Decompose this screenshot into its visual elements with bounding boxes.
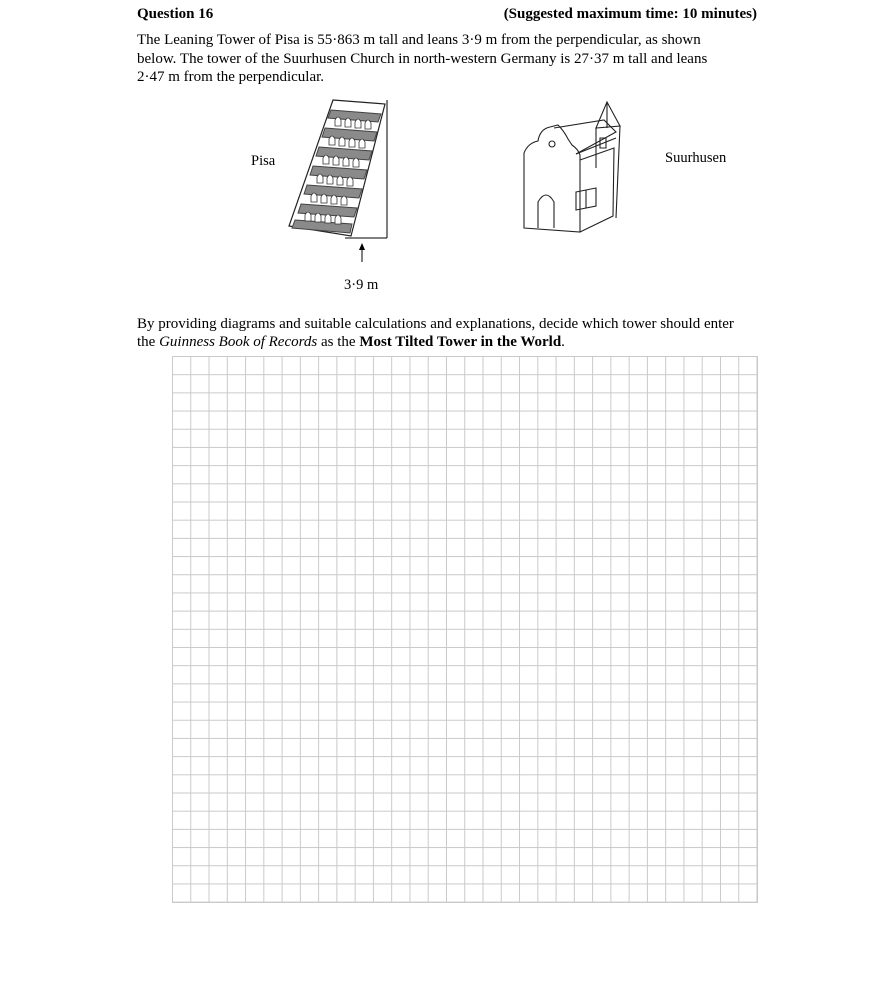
question-number: Question 16: [137, 6, 214, 22]
instructions-pre: the: [137, 334, 160, 350]
most-tilted-phrase: Most Tilted Tower in the World: [359, 334, 562, 350]
pisa-tower-illustration: [285, 92, 395, 264]
intro-line-1: The Leaning Tower of Pisa is 55·863 m tall and leans 3·9 m from the perpendicular, as shown: [137, 32, 701, 48]
instructions-line-2: [137, 333, 762, 351]
pisa-label: Pisa: [251, 153, 276, 169]
answer-grid[interactable]: [172, 356, 758, 903]
instructions-end: .: [561, 334, 565, 350]
suurhusen-church-illustration: [520, 98, 625, 236]
lean-measurement-label: 3·9 m: [344, 277, 379, 293]
book-title: Guinness Book of Records: [159, 334, 318, 350]
instructions-line-1: By providing diagrams and suitable calculations and explanations, decide which tower should enter: [137, 316, 734, 332]
intro-line-3: 2·47 m from the perpendicular.: [137, 69, 325, 85]
task-instructions: [137, 315, 762, 351]
suggested-time: (Suggested maximum time: 10 minutes): [503, 6, 757, 22]
instructions-mid: as the: [317, 334, 360, 350]
suurhusen-label: Suurhusen: [665, 150, 727, 166]
question-intro: [137, 31, 757, 87]
intro-line-2: below. The tower of the Suurhusen Church in north-western Germany is 27·37 m tall and leans: [137, 50, 708, 67]
